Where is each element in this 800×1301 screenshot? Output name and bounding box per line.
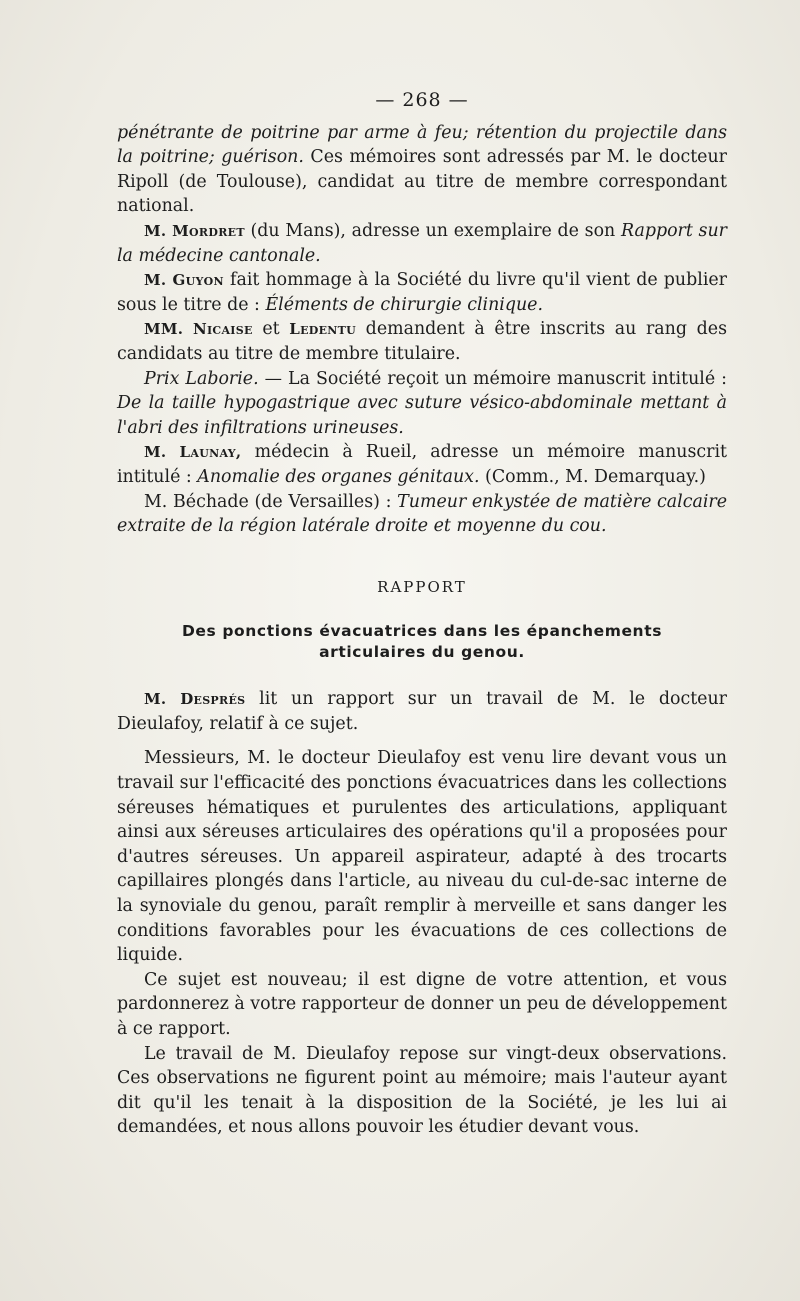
italic-text: De la taille hypogastrique avec suture vésico-abdominale mettant à l'abri des infiltrations urineuses. (117, 393, 727, 438)
page-number: — 268 — (375, 89, 469, 111)
italic-text: Anomalie des organes génitaux. (197, 466, 480, 487)
text: fait hommage à la Société du livre qu'il vient de publier sous le titre de : (117, 270, 727, 315)
italic-text: Prix Laborie. (144, 368, 259, 389)
name-smallcaps: M. Launay, (144, 443, 242, 462)
text: médecin à Rueil, adresse un mémoire manuscrit intitulé : (117, 442, 728, 487)
text: et (252, 319, 290, 340)
paragraph (117, 490, 727, 539)
paragraph (117, 367, 727, 441)
italic-text: Rapport sur la médecine cantonale. (117, 220, 727, 266)
paragraph (117, 219, 727, 268)
italic-text: Tumeur enkystée de matière calcaire extraite de la région latérale droite et moyenne du cou. (117, 491, 727, 537)
text: — La Société reçoit un mémoire manuscrit intitulé : (258, 368, 727, 389)
text: lit un rapport sur un travail de M. le docteur Dieulafoy, relatif à ce sujet. (117, 689, 727, 734)
paragraph (117, 317, 727, 366)
paragraph: Ce sujet est nouveau; il est digne de votre attention, et vous pardonnerez à votre rapporteur de donner un peu de développement à ce rapport. (117, 969, 727, 1039)
text: (du Mans), adresse un exemplaire de son (244, 220, 621, 241)
italic-text: Éléments de chirurgie clinique. (265, 294, 543, 315)
name-smallcaps: M. Mordret (144, 221, 245, 240)
paragraph: Le travail de M. Dieulafoy repose sur vingt-deux observations. Ces observations ne figurent point au mémoire; mais l'auteur ayant dit qu'il les tenait à la disposition de la Société, je les lui ai demandées, et nous allons pouvoir les étudier devant vous. (117, 1043, 727, 1138)
name-smallcaps: Ledentu (289, 320, 357, 339)
paragraph (117, 268, 727, 317)
name-smallcaps: M. Guyon (144, 271, 224, 290)
name-smallcaps: MM. Nicaise (144, 320, 253, 339)
italic-text: pénétrante de poitrine par arme à feu; rétention du projectile dans la poitrine; guérison. (117, 122, 727, 168)
report-title: Des ponctions évacuatrices dans les épanchements articulaires du genou. (181, 622, 663, 662)
text: demandent à être inscrits au rang des candidats au titre de membre titulaire. (117, 319, 727, 364)
paragraph (117, 440, 727, 489)
text: Ces mémoires sont adressés par M. le docteur Ripoll (de Toulouse), candidat au titre de membre correspondant national. (117, 147, 727, 217)
name-smallcaps: M. Després (144, 690, 246, 709)
text: (Comm., M. Demarquay.) (479, 466, 706, 487)
page-content (117, 88, 727, 1140)
text: M. Béchade (de Versailles) : (144, 491, 398, 512)
section-heading: RAPPORT (377, 577, 467, 596)
spacer (117, 736, 727, 746)
paragraph (117, 121, 727, 219)
paragraph (117, 687, 727, 736)
paragraph: Messieurs, M. le docteur Dieulafoy est venu lire devant vous un travail sur l'efficacité des ponctions évacuatrices dans les collections séreuses hématiques et purulentes des articulations, appliquant ainsi aux séreuses articulaires des opérations qu'il a proposées pour d'autres séreuses. Un appareil aspirateur, adapté à des trocarts capillaires plongés dans l'article, au niveau du cul-de-sac interne de la synoviale du genou, paraît remplir à merveille et sans danger les conditions favorables pour les évacuations de ces collections de liquide. (117, 748, 727, 966)
